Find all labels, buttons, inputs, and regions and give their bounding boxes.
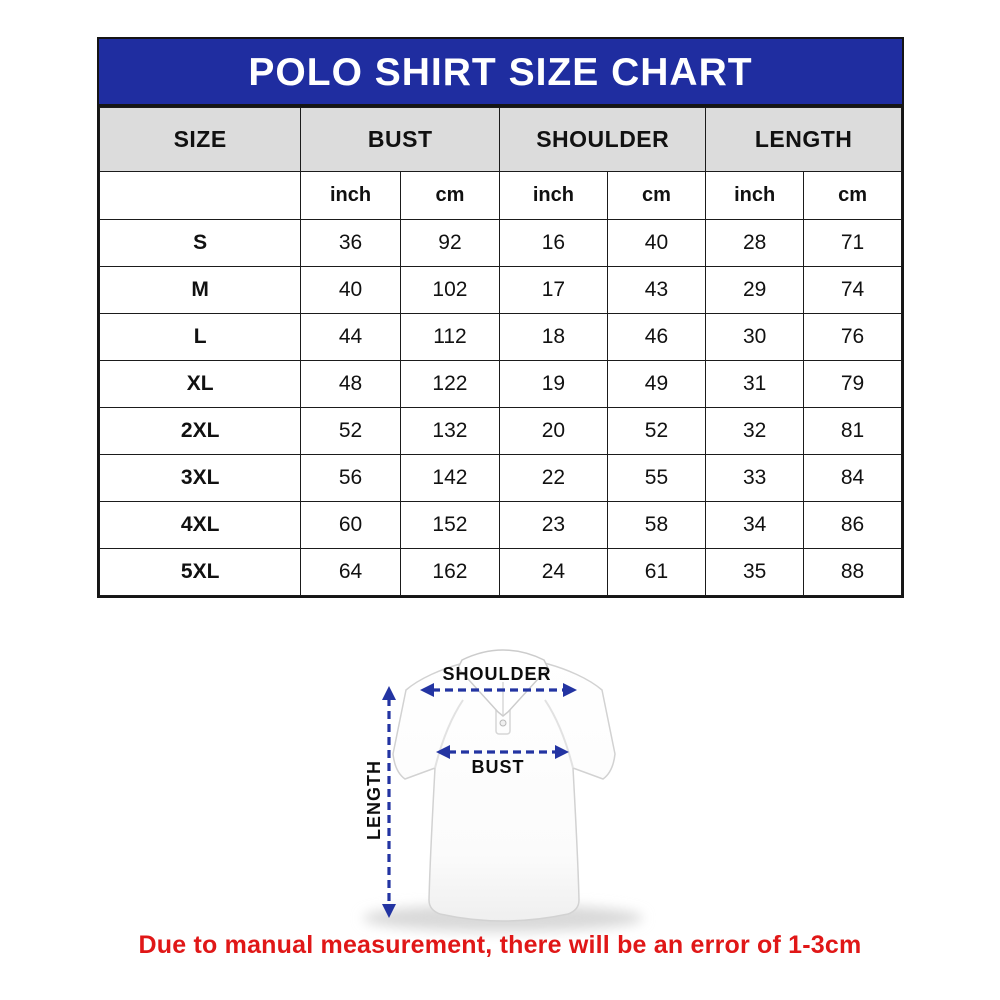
measurement-value: 20 (500, 408, 607, 455)
measurement-value: 22 (500, 455, 607, 502)
measurement-value: 33 (706, 455, 804, 502)
measurement-value: 52 (607, 408, 706, 455)
table-body (100, 220, 902, 596)
measurement-value: 46 (607, 314, 706, 361)
unit-header-blank (100, 172, 301, 220)
size-label: 2XL (100, 408, 301, 455)
measurement-value: 34 (706, 502, 804, 549)
measurement-value: 17 (500, 267, 607, 314)
column-header-length: LENGTH (706, 108, 902, 172)
measurement-value: 44 (301, 314, 400, 361)
length-arrow (382, 686, 396, 918)
page-title: POLO SHIRT SIZE CHART (99, 39, 902, 107)
unit-header: inch (500, 172, 607, 220)
column-header-shoulder: SHOULDER (500, 108, 706, 172)
measurement-value: 60 (301, 502, 400, 549)
measurement-value: 86 (804, 502, 902, 549)
measurement-value: 79 (804, 361, 902, 408)
size-label: S (100, 220, 301, 267)
measurement-value: 36 (301, 220, 400, 267)
measurement-value: 40 (301, 267, 400, 314)
unit-header: inch (301, 172, 400, 220)
measurement-value: 92 (400, 220, 499, 267)
measurement-value: 58 (607, 502, 706, 549)
unit-header: cm (804, 172, 902, 220)
measurement-value: 30 (706, 314, 804, 361)
measurement-value: 16 (500, 220, 607, 267)
bust-measure-label: BUST (471, 757, 525, 777)
size-label: 3XL (100, 455, 301, 502)
measurement-value: 61 (607, 549, 706, 596)
measurement-value: 76 (804, 314, 902, 361)
size-label: L (100, 314, 301, 361)
measurement-value: 28 (706, 220, 804, 267)
measurement-value: 64 (301, 549, 400, 596)
size-label: 4XL (100, 502, 301, 549)
measurement-value: 102 (400, 267, 499, 314)
table-unit-header-row (100, 172, 902, 220)
measurement-value: 31 (706, 361, 804, 408)
size-chart-table-block (97, 37, 904, 598)
measurement-value: 29 (706, 267, 804, 314)
measurement-value: 43 (607, 267, 706, 314)
measurement-value: 23 (500, 502, 607, 549)
unit-header: inch (706, 172, 804, 220)
unit-header: cm (400, 172, 499, 220)
measurement-value: 55 (607, 455, 706, 502)
measurement-value: 32 (706, 408, 804, 455)
measurement-value: 56 (301, 455, 400, 502)
measurement-value: 71 (804, 220, 902, 267)
unit-header: cm (607, 172, 706, 220)
column-header-size: SIZE (100, 108, 301, 172)
measurement-value: 24 (500, 549, 607, 596)
measurement-value: 74 (804, 267, 902, 314)
measurement-value: 52 (301, 408, 400, 455)
measurement-value: 49 (607, 361, 706, 408)
size-row-2xl (100, 408, 902, 455)
measurement-value: 40 (607, 220, 706, 267)
measurement-value: 88 (804, 549, 902, 596)
size-row-s (100, 220, 902, 267)
shoulder-measure-label: SHOULDER (442, 664, 552, 684)
size-row-m (100, 267, 902, 314)
size-row-3xl (100, 455, 902, 502)
measurement-value: 35 (706, 549, 804, 596)
measurement-value: 81 (804, 408, 902, 455)
measurement-disclaimer: Due to manual measurement, there will be an error of 1-3cm (138, 931, 862, 959)
measurement-value: 132 (400, 408, 499, 455)
measurement-value: 84 (804, 455, 902, 502)
size-row-5xl (100, 549, 902, 596)
measurement-value: 142 (400, 455, 499, 502)
measurement-value: 48 (301, 361, 400, 408)
measurement-value: 19 (500, 361, 607, 408)
size-row-xl (100, 361, 902, 408)
size-table (99, 107, 902, 596)
length-measure-label: LENGTH (364, 760, 384, 840)
measurement-value: 18 (500, 314, 607, 361)
measurement-value: 162 (400, 549, 499, 596)
measurement-value: 122 (400, 361, 499, 408)
size-row-l (100, 314, 902, 361)
measurement-value: 152 (400, 502, 499, 549)
size-label: 5XL (100, 549, 301, 596)
size-row-4xl (100, 502, 902, 549)
table-group-header-row (100, 108, 902, 172)
column-header-bust: BUST (301, 108, 500, 172)
size-label: XL (100, 361, 301, 408)
size-label: M (100, 267, 301, 314)
button (500, 720, 506, 726)
measurement-value: 112 (400, 314, 499, 361)
